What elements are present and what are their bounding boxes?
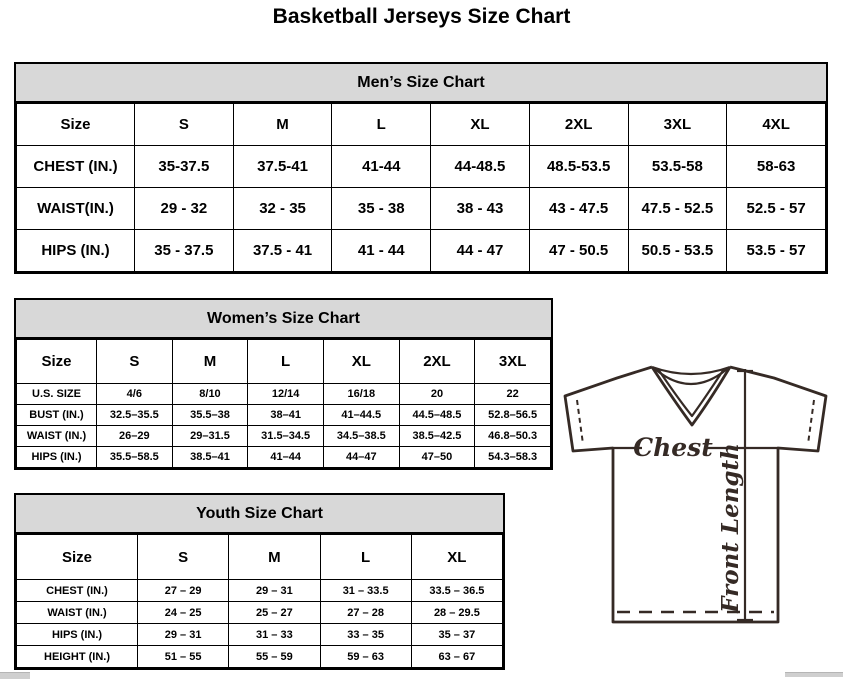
cell-value: 41 - 44: [332, 230, 431, 272]
column-header-m: M: [229, 535, 320, 580]
page-title: Basketball Jerseys Size Chart: [272, 5, 571, 28]
cell-value: 37.5 - 41: [233, 230, 332, 272]
column-header-l: L: [248, 340, 324, 384]
cell-value: 4/6: [97, 384, 173, 405]
cell-value: 47 - 50.5: [529, 230, 628, 272]
header-row: [17, 104, 826, 146]
row-label: CHEST (IN.): [17, 146, 135, 188]
cell-value: 35.5–58.5: [97, 447, 173, 468]
cell-value: 53.5-58: [628, 146, 727, 188]
cell-value: 63 – 67: [411, 646, 502, 668]
table-row: [17, 624, 503, 646]
cell-value: 58-63: [727, 146, 826, 188]
cell-value: 41–44: [248, 447, 324, 468]
table-row: [17, 602, 503, 624]
cell-value: 38.5–42.5: [399, 426, 475, 447]
cell-value: 26–29: [97, 426, 173, 447]
column-header-s: S: [138, 535, 229, 580]
column-header-3xl: 3XL: [475, 340, 551, 384]
cell-value: 41-44: [332, 146, 431, 188]
cell-value: 35 - 38: [332, 188, 431, 230]
column-header-s: S: [97, 340, 173, 384]
cell-value: 33.5 – 36.5: [411, 580, 502, 602]
jersey-outline-icon: [565, 367, 826, 622]
cell-value: 38.5–41: [172, 447, 248, 468]
horizontal-scrollbar-fragment-right[interactable]: [785, 672, 843, 677]
cell-value: 46.8–50.3: [475, 426, 551, 447]
cell-value: 27 – 29: [138, 580, 229, 602]
table-row: [17, 230, 826, 272]
mens-size-chart: [14, 62, 828, 274]
cell-value: 38–41: [248, 405, 324, 426]
cell-value: 32 - 35: [233, 188, 332, 230]
cell-value: 43 - 47.5: [529, 188, 628, 230]
size-table: [16, 534, 503, 668]
youth-size-chart: [14, 493, 505, 670]
cell-value: 50.5 - 53.5: [628, 230, 727, 272]
row-label: HIPS (IN.): [17, 230, 135, 272]
cell-value: 29 - 32: [135, 188, 234, 230]
column-header-3xl: 3XL: [628, 104, 727, 146]
cell-value: 55 – 59: [229, 646, 320, 668]
column-header-2xl: 2XL: [529, 104, 628, 146]
row-label: WAIST (IN.): [17, 426, 97, 447]
cell-value: 44.5–48.5: [399, 405, 475, 426]
row-label: CHEST (IN.): [17, 580, 138, 602]
chest-label: Chest: [633, 433, 713, 462]
cell-value: 51 – 55: [138, 646, 229, 668]
cell-value: 32.5–35.5: [97, 405, 173, 426]
column-header-m: M: [172, 340, 248, 384]
cell-value: 52.8–56.5: [475, 405, 551, 426]
table-row: [17, 146, 826, 188]
cell-value: 35.5–38: [172, 405, 248, 426]
header-row: [17, 340, 551, 384]
size-column-label: Size: [17, 340, 97, 384]
column-header-4xl: 4XL: [727, 104, 826, 146]
cell-value: 47.5 - 52.5: [628, 188, 727, 230]
row-label: U.S. SIZE: [17, 384, 97, 405]
cell-value: 59 – 63: [320, 646, 411, 668]
cell-value: 12/14: [248, 384, 324, 405]
cell-value: 41–44.5: [323, 405, 399, 426]
column-header-l: L: [320, 535, 411, 580]
cell-value: 35 – 37: [411, 624, 502, 646]
cell-value: 44-48.5: [431, 146, 530, 188]
sleeve-stitch-right-icon: [808, 400, 814, 444]
row-label: HIPS (IN.): [17, 624, 138, 646]
column-header-xl: XL: [411, 535, 502, 580]
womens-size-chart-title: Women’s Size Chart: [16, 300, 551, 339]
cell-value: 29 – 31: [138, 624, 229, 646]
cell-value: 31.5–34.5: [248, 426, 324, 447]
mens-size-chart-title: Men’s Size Chart: [16, 64, 826, 103]
cell-value: 20: [399, 384, 475, 405]
cell-value: 34.5–38.5: [323, 426, 399, 447]
column-header-2xl: 2XL: [399, 340, 475, 384]
column-header-xl: XL: [323, 340, 399, 384]
cell-value: 22: [475, 384, 551, 405]
table-row: [17, 580, 503, 602]
table-row: [17, 426, 551, 447]
table-row: [17, 188, 826, 230]
cell-value: 28 – 29.5: [411, 602, 502, 624]
cell-value: 47–50: [399, 447, 475, 468]
womens-size-chart: [14, 298, 553, 470]
horizontal-scrollbar-fragment-left[interactable]: [0, 672, 30, 679]
cell-value: 54.3–58.3: [475, 447, 551, 468]
cell-value: 25 – 27: [229, 602, 320, 624]
cell-value: 35-37.5: [135, 146, 234, 188]
cell-value: 31 – 33: [229, 624, 320, 646]
sleeve-stitch-left-icon: [577, 400, 583, 444]
cell-value: 53.5 - 57: [727, 230, 826, 272]
column-header-l: L: [332, 104, 431, 146]
cell-value: 52.5 - 57: [727, 188, 826, 230]
cell-value: 29–31.5: [172, 426, 248, 447]
table-row: [17, 405, 551, 426]
row-label: HIPS (IN.): [17, 447, 97, 468]
table-row: [17, 447, 551, 468]
cell-value: 33 – 35: [320, 624, 411, 646]
cell-value: 44 - 47: [431, 230, 530, 272]
column-header-m: M: [233, 104, 332, 146]
cell-value: 31 – 33.5: [320, 580, 411, 602]
row-label: HEIGHT (IN.): [17, 646, 138, 668]
cell-value: 29 – 31: [229, 580, 320, 602]
cell-value: 24 – 25: [138, 602, 229, 624]
table-row: [17, 384, 551, 405]
cell-value: 35 - 37.5: [135, 230, 234, 272]
size-column-label: Size: [17, 535, 138, 580]
cell-value: 37.5-41: [233, 146, 332, 188]
table-row: [17, 646, 503, 668]
row-label: WAIST(IN.): [17, 188, 135, 230]
front-length-label: Front Length: [717, 443, 744, 613]
header-row: [17, 535, 503, 580]
size-column-label: Size: [17, 104, 135, 146]
jersey-measurement-diagram: [556, 358, 843, 658]
cell-value: 38 - 43: [431, 188, 530, 230]
row-label: WAIST (IN.): [17, 602, 138, 624]
cell-value: 44–47: [323, 447, 399, 468]
cell-value: 16/18: [323, 384, 399, 405]
column-header-xl: XL: [431, 104, 530, 146]
column-header-s: S: [135, 104, 234, 146]
cell-value: 8/10: [172, 384, 248, 405]
size-table: [16, 339, 551, 468]
youth-size-chart-title: Youth Size Chart: [16, 495, 503, 534]
size-table: [16, 103, 826, 272]
cell-value: 48.5-53.5: [529, 146, 628, 188]
collar-arc-icon: [652, 367, 730, 374]
row-label: BUST (IN.): [17, 405, 97, 426]
cell-value: 27 – 28: [320, 602, 411, 624]
